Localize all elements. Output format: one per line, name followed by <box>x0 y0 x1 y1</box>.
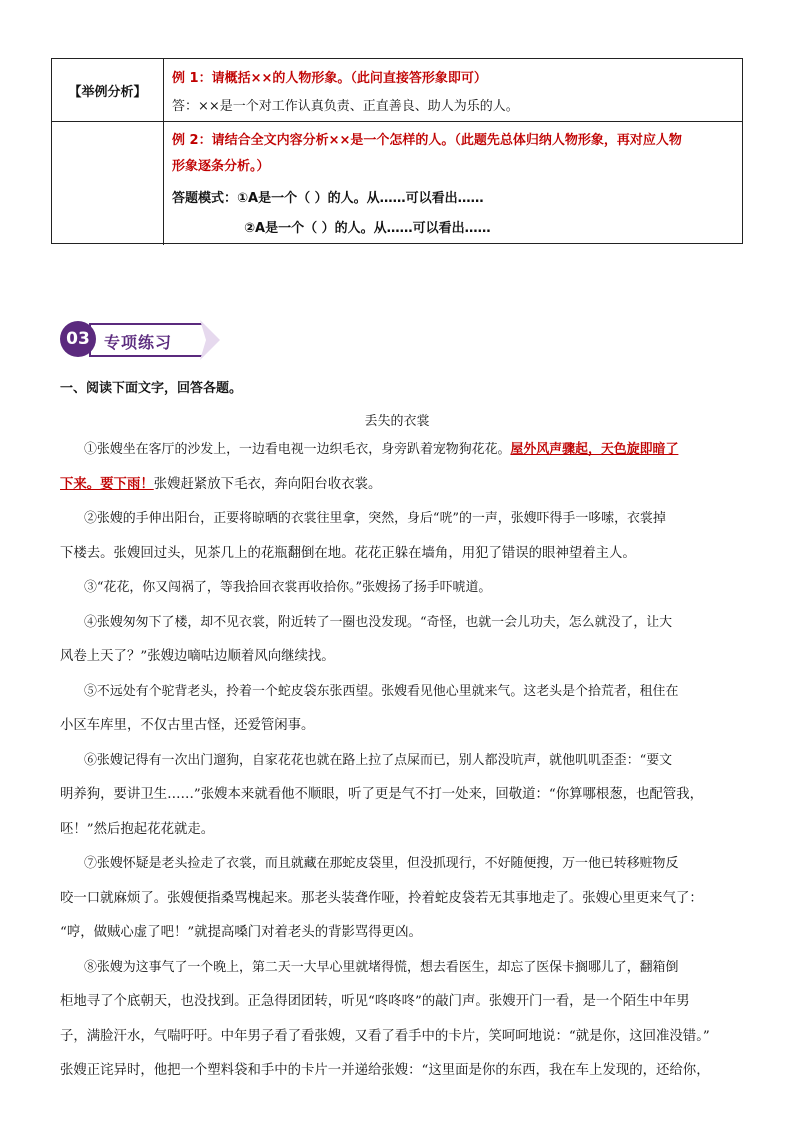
highlighted-text: 屋外风声骤起，天色旋即暗了 <box>510 442 679 457</box>
paragraph-text: “哼，做贼心虚了吧！”就提高嗓门对着老头的背影骂得更凶。 <box>60 925 422 940</box>
table-row <box>52 122 742 245</box>
paragraph-6-line-1 <box>84 749 764 768</box>
answer-mode-line1: 答题模式：①A是一个（ ）的人。从……可以看出…… <box>172 191 484 206</box>
paragraph-8-line-1 <box>84 956 764 975</box>
paragraph-text: 小区车库里，不仅古里古怪，还爱管闲事。 <box>60 718 315 733</box>
paragraph-8-line-2 <box>60 990 740 1009</box>
paragraph-1-line-1 <box>84 438 764 457</box>
paragraph-text: 柜地寻了个底朝天，也没找到。正急得团团转，听见“咚咚咚”的敲门声。张嫂开门一看，是一个陌生中年男 <box>60 994 690 1009</box>
example-analysis-table <box>51 58 743 244</box>
paragraph-text: 风卷上天了？”张嫂边嘀咕边顺着风向继续找。 <box>60 649 335 664</box>
paragraph-text: ①张嫂坐在客厅的沙发上，一边看电视一边织毛衣，身旁趴着宠物狗花花。 <box>84 442 511 457</box>
paragraph-7-line-3 <box>60 921 740 940</box>
paragraph-7-line-1 <box>84 852 764 871</box>
paragraph-3-line-1 <box>84 576 764 595</box>
table-label-cell-empty <box>52 122 164 245</box>
paragraph-1-line-2 <box>60 473 740 492</box>
paragraph-6-line-2 <box>60 783 740 802</box>
paragraph-4-line-2 <box>60 645 740 664</box>
paragraph-text: 下楼去。张嫂回过头，见茶几上的花瓶翻倒在地。花花正躲在墙角，用犯了错误的眼神望着主人。 <box>60 545 636 561</box>
paragraph-text: ④张嫂匆匆下了楼，却不见衣裳，附近转了一圈也没发现。“奇怪，也就一会儿功夫，怎么就没了，让大 <box>84 614 673 630</box>
story-title: 丢失的衣裳 <box>364 414 430 429</box>
paragraph-2-line-1 <box>84 507 764 526</box>
section-number-badge: 03 <box>60 321 96 357</box>
paragraph-text: ⑤不远处有个驼背老头，拎着一个蛇皮袋东张西望。张嫂看见他心里就来气。这老头是个拾荒者，租住在 <box>84 683 679 699</box>
paragraph-5-line-1 <box>84 680 764 699</box>
paragraph-5-line-2 <box>60 714 740 733</box>
paragraph-text: 明养狗，要讲卫生……”张嫂本来就看他不顺眼，听了更是气不打一处来，回敬道：“你算哪根葱，也配管我， <box>60 787 704 802</box>
table-label-cell: 【举例分析】 <box>52 59 164 121</box>
highlighted-text: 下来。要下雨！ <box>60 475 154 492</box>
paragraph-text: ③“花花，你又闯祸了，等我拾回衣裳再收拾你。”张嫂扬了扬手吓唬道。 <box>84 580 492 595</box>
example-2-title-line2: 形象逐条分析。） <box>172 159 270 174</box>
paragraph-8-line-4 <box>60 1059 740 1078</box>
example-1-answer: 答：××是一个对工作认真负责、正直善良、助人为乐的人。 <box>172 99 519 114</box>
example-2-title-line1: 例 2：请结合全文内容分析××是一个怎样的人。（此题先总体归纳人物形象，再对应人物 <box>172 133 682 148</box>
paragraph-text: 咬一口就麻烦了。张嫂便指桑骂槐起来。那老头装聋作哑，拎着蛇皮袋若无其事地走了。张嫂心里更来气了： <box>60 890 703 906</box>
question-instruction: 一、阅读下面文字，回答各题。 <box>60 381 243 396</box>
paragraph-text: ⑦张嫂怀疑是老头捡走了衣裳，而且就藏在那蛇皮袋里，但没抓现行，不好随便搜，万一他已转移赃物反 <box>84 856 679 871</box>
section-title: 专项练习 <box>104 333 173 352</box>
paragraph-text: 子，满脸汗水，气喘吁吁。中年男子看了看张嫂，又看了看手中的卡片，笑呵呵地说：“就是你，这回准没错。” <box>60 1028 710 1044</box>
paragraph-text: ⑧张嫂为这事气了一个晚上，第二天一大早心里就堵得慌，想去看医生，却忘了医保卡搁哪儿了，翻箱倒 <box>84 959 679 975</box>
paragraph-text: ⑥张嫂记得有一次出门遛狗，自家花花也就在路上拉了点屎而已，别人都没吭声，就他叽叽歪歪：“要文 <box>84 752 673 768</box>
paragraph-text: 张嫂赶紧放下毛衣，奔向阳台收衣裳。 <box>153 476 382 492</box>
example-1-title: 例 1：请概括××的人物形象。（此问直接答形象即可） <box>172 71 487 86</box>
paragraph-6-line-3 <box>60 818 740 837</box>
paragraph-text: 呸！”然后抱起花花就走。 <box>60 821 215 837</box>
paragraph-text: 张嫂正诧异时，他把一个塑料袋和手中的卡片一并递给张嫂：“这里面是你的东西，我在车上发现的，还给你， <box>60 1063 710 1078</box>
table-row <box>52 59 742 122</box>
paragraph-2-line-2 <box>60 542 740 561</box>
table-content-cell <box>172 59 736 121</box>
paragraph-7-line-2 <box>60 887 740 906</box>
table-content-cell <box>172 122 736 245</box>
answer-mode-line2: ②A是一个（ ）的人。从……可以看出…… <box>244 221 491 236</box>
paragraph-4-line-1 <box>84 611 764 630</box>
section-header <box>60 318 220 364</box>
paragraph-8-line-3 <box>60 1025 740 1044</box>
paragraph-text: ②张嫂的手伸出阳台，正要将晾晒的衣裳往里拿，突然，身后“咣”的一声，张嫂吓得手一哆嗦，衣裳掉 <box>84 511 666 526</box>
